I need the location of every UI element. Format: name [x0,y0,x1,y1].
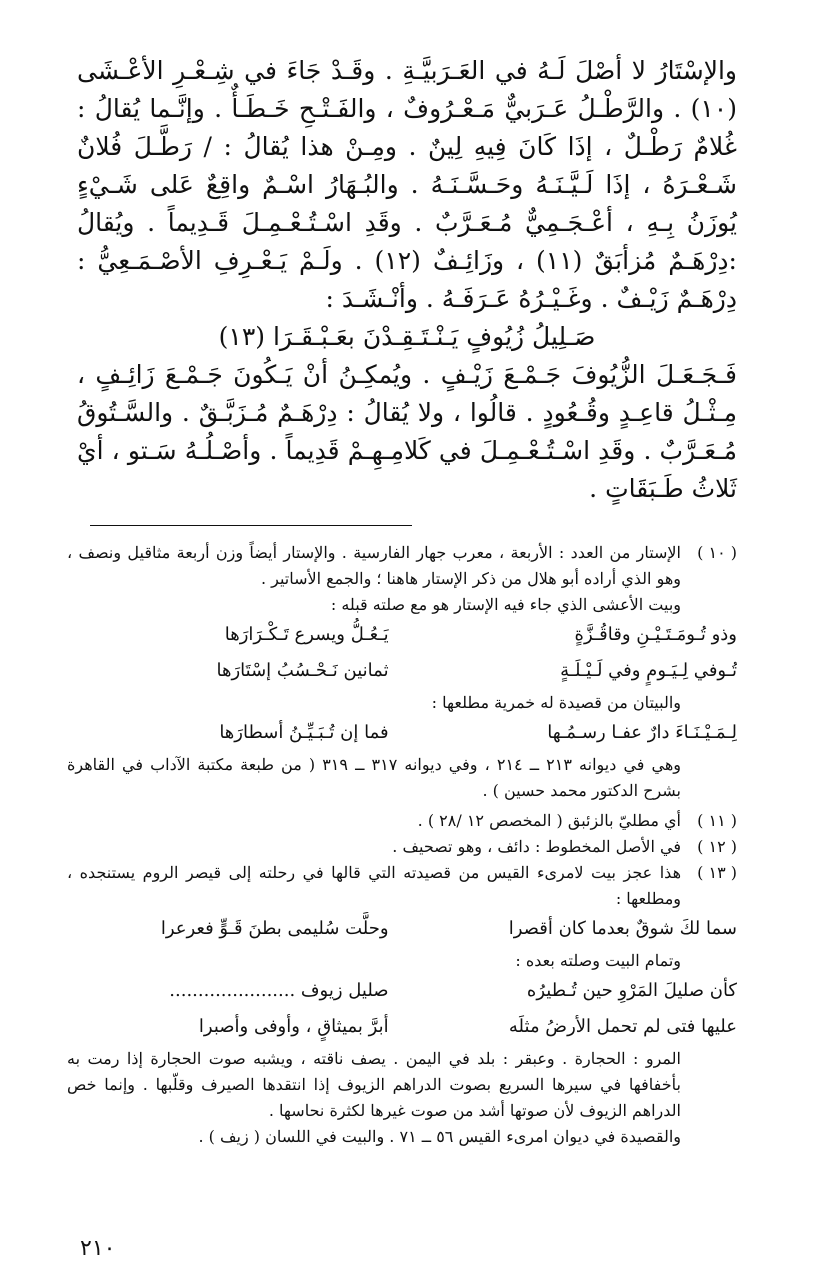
poem-hemistich-second: وحلَّت سُليمى بطنَ قَـوٍّ فعرعرا [160,918,389,939]
poem-hemistich-first: عليها فتى لم تحمل الأرضُ مثلَه [508,1016,737,1037]
poem-line [67,912,737,946]
footnote-number: ( ١٢ ) [697,837,737,856]
poem-hemistich-first: وذو تُـومَـتَـيْـنِ وقاقُـزَّةٍ [574,624,737,645]
footnote-text: هذا عجز بيت لامرىء القيس من قصيدته التي قالها في رحلته إلى قيصر الروم يستنجده ، ومطلعها : [67,863,682,908]
footnotes [67,540,737,1150]
main-paragraph-2: فَـجَـعَـلَ الزُّيُوفَ جَـمْـعَ زَيْـفٍ . ويُمكِـنُ أنْ يَـكُونَ جَـمْـعَ زَائِـفٍ ، مِـثْـلُ قاعِـدٍ وقُـعُودٍ . قالُوا ، ولا يُقالُ : دِرْهَـمٌ مُـزَبَّـقٌ . والسَّـتُوقُ مُـعَـرَّبٌ . وقَدِ اسْـتُـعْـمِـلَ في كَلامِـهِـمْ قَدِيماً . وأصْـلُـهُ سَـتو ، أيْ ثَلاثُ طَـبَقَاتٍ . [77,360,737,503]
poem-hemistich-second: ثمانين نَـحْـسُبُ إسْتَارَها [216,660,389,681]
poem-line [67,974,737,1008]
quoted-verse: صَـلِيلُ زُيُوفٍ يَـنْـتَـقِـدْنَ بعَـبْـقَـرَا (١٣) [218,322,596,351]
footnote-reference: والقصيدة في ديوان امرىء القيس ٥٦ ــ ٧١ . والبيت في اللسان ( زيف ) . [198,1127,681,1146]
footnote-11 [67,808,737,834]
poem-line [67,716,737,750]
footnote-12 [67,834,737,860]
footnote-number: ( ١٣ ) [697,863,737,882]
footnote-reference: وهي في ديوانه ٢١٣ ــ ٢١٤ ، وفي ديوانه ٣١٧ ــ ٣١٩ ( من طبعة مكتبة الآداب في القاهرة بشرح الدكتور محمد حسين ) . [67,755,682,800]
page-number: ٢١٠ [80,1236,116,1261]
poem-hemistich-second: يَـعُـلُّ ويسرع تَـكْـرَارَها [224,624,389,645]
poem-hemistich-second: صليل زيوف ...................... [169,980,389,1001]
poem-line [67,1010,737,1044]
poem-hemistich-first: تُـوفي لِـيَـومٍ وفي لَـيْـلَـةٍ [560,660,737,681]
poem-hemistich-second: أبرَّ بميثاقٍ ، وأوفى وأصبرا [198,1016,389,1037]
poem-hemistich-first: لِـمَـيْـنَـاءَ دارٌ عفـا رسـمُـها [547,722,737,743]
footnote-number: ( ١١ ) [697,811,737,830]
main-paragraph-1: والإسْتَارُ لا أصْلَ لَـهُ في العَـرَبيَّـةِ . وقَـدْ جَاءَ في شِـعْـرِ الأعْـشَى (١٠) . والرَّطْـلُ عَـرَبيٌّ مَـعْـرُوفٌ ، والفَـتْـحِ خَـطَـأٌ . وإنَّـما يُقالُ : غُلامٌ رَطْـلٌ ، إذَا كَانَ فِيهِ لِينٌ . ومِـنْ هذا يُقالُ : / رَطَّـلَ فُلانٌ شَـعْـرَهُ ، إذَا لَـيَّـنَـهُ وحَـسَّـنَـهُ . والبُـهَارُ اسْـمٌ واقِعٌ عَلى شَـيْءٍ يُوزَنُ بِـهِ ، أعْـجَـمِيٌّ مُـعَـرَّبٌ . وقَدِ اسْـتُـعْـمِـلَ قَـدِيماً . ويُقالُ :دِرْهَـمٌ مُزأبَقٌ (١١) ، وزَائِـفٌ (١٢) . ولَـمْ يَـعْـرِفِ الأصْـمَـعِيُّ : دِرْهَـمٌ زَيْـفٌ . وغَـيْـرُهُ عَـرَفَـهُ . وأنْـشَـدَ : [77,56,737,313]
footnote-intro: وبيت الأعشى الذي جاء فيه الإستار هو مع صلته قبله : [330,595,681,614]
footnote-intro: والبيتان من قصيدة له خمرية مطلعها : [431,693,681,712]
footnote-separator [90,525,412,526]
footnote-13 [67,860,737,912]
footnote-number: ( ١٠ ) [697,543,737,562]
poem-hemistich-first: سما لكَ شوقٌ بعدما كان أقصرا [508,918,737,939]
footnote-10 [67,540,737,592]
footnote-intro: وتمام البيت وصلته بعده : [515,951,681,970]
poem-line [67,618,737,652]
footnote-text: أي مطليّ بالزئبق ( المخصص ١٢ /٢٨ ) . [417,811,681,830]
footnote-gloss: المرو : الحجارة . وعبقر : بلد في اليمن . يصف ناقته ، ويشبه صوت الحجارة إذا رمت به بأخفافها في سيرها السريع بصوت الدراهم الزيوف إذا انتقدها الصيرف وقلّبها . وإنما خص الدراهم الزيوف لأن صوتها أشد من صوت غيرها لكثرة نحاسها . [67,1049,681,1120]
poem-hemistich-second: فما إن تُـبَـيِّـنُ أسطارَها [219,722,389,743]
poem-line [67,654,737,688]
footnote-text: في الأصل المخطوط : دائف ، وهو تصحيف . [392,837,681,856]
poem-hemistich-first: كأن صليلَ المَرْوِ حين تُـطيرُه [526,980,737,1001]
footnote-text: الإستار من العدد : الأربعة ، معرب جهار الفارسية . والإستار أيضاً وزن أربعة مثاقيل ونصف ، وهو الذي أراده أبو هلال من ذكر الإستار هاهنا ؛ والجمع الأساتير . [67,543,681,588]
main-text [77,52,737,508]
